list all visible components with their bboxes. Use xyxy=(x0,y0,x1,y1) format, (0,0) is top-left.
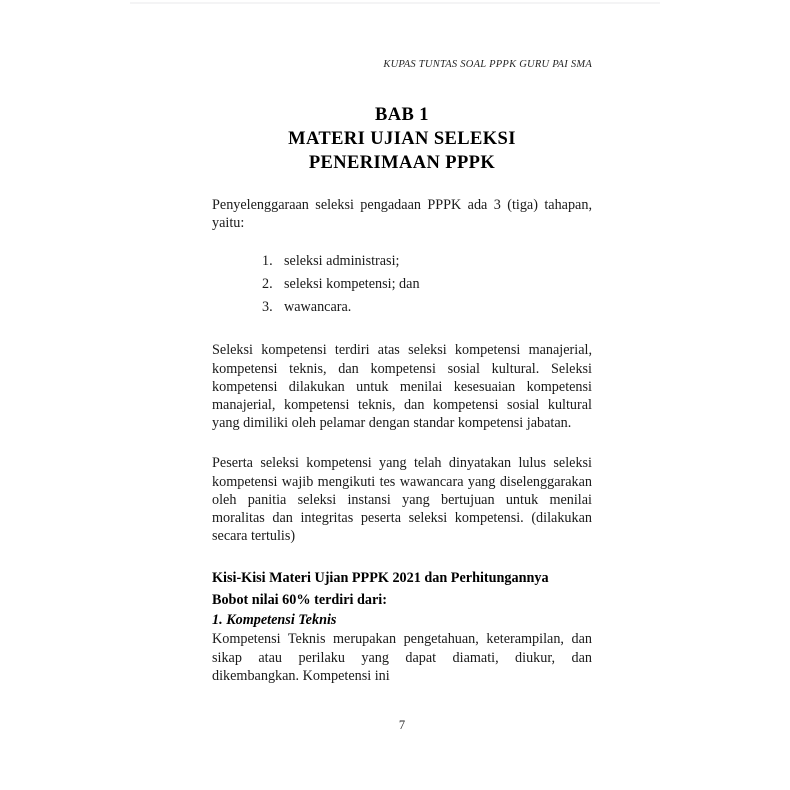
list-item-label: seleksi administrasi; xyxy=(284,253,400,270)
list-item xyxy=(212,250,592,273)
chapter-title-line-1: BAB 1 xyxy=(375,105,429,125)
chapter-title-line-3: PENERIMAAN PPPK xyxy=(308,153,496,173)
page-top-edge xyxy=(130,2,660,4)
spacer xyxy=(212,432,592,454)
running-head: KUPAS TUNTAS SOAL PPPK GURU PAI SMA xyxy=(383,59,592,70)
spacer xyxy=(212,232,592,250)
selection-stages-list xyxy=(212,250,592,319)
body-paragraph-4: Kompetensi Teknis merupakan pengetahuan, keterampilan, dan sikap atau perilaku yang dapat diamati, diukur, dan dikembangkan. Kompetensi ini xyxy=(212,631,592,684)
section-heading-bobot-nilai: Bobot nilai 60% terdiri dari: xyxy=(212,592,387,609)
subsection-heading-kompetensi-teknis: 1. Kompetensi Teknis xyxy=(212,612,337,629)
list-item-marker: 1. xyxy=(262,253,273,270)
body-paragraph-3: Peserta seleksi kompetensi yang telah dinyatakan lulus seleksi kompetensi wajib mengikuti tes wawancara yang diselenggarakan oleh panitia seleksi instansi yang bertujuan untuk menilai moralitas dan integritas peserta seleksi kompetensi. (dilakukan secara tertulis) xyxy=(212,455,592,545)
list-item-marker: 3. xyxy=(262,299,273,316)
list-item-label: seleksi kompetensi; dan xyxy=(284,276,420,293)
body-text-area xyxy=(212,196,592,685)
list-item xyxy=(212,273,592,296)
section-heading-kisi-kisi: Kisi-Kisi Materi Ujian PPPK 2021 dan Perhitungannya xyxy=(212,570,549,587)
list-item-marker: 2. xyxy=(262,276,273,293)
chapter-title-line-2: MATERI UJIAN SELEKSI xyxy=(288,129,516,149)
chapter-title-block xyxy=(212,103,592,175)
intro-paragraph: Penyelenggaraan seleksi pengadaan PPPK ada 3 (tiga) tahapan, yaitu: xyxy=(212,197,592,232)
spacer xyxy=(212,319,592,341)
spacer xyxy=(212,545,592,567)
list-item xyxy=(212,296,592,319)
body-paragraph-2: Seleksi kompetensi terdiri atas seleksi kompetensi manajerial, kompetensi teknis, dan kompetensi sosial kultural. Seleksi kompetensi dilakukan untuk menilai kesesuaian kompetensi manajerial, kompetensi teknis, dan kompetensi sosial kultural yang dimiliki oleh pelamar dengan standar kompetensi jabatan. xyxy=(212,342,592,432)
page-number: 7 xyxy=(398,718,406,732)
list-item-label: wawancara. xyxy=(284,299,352,316)
